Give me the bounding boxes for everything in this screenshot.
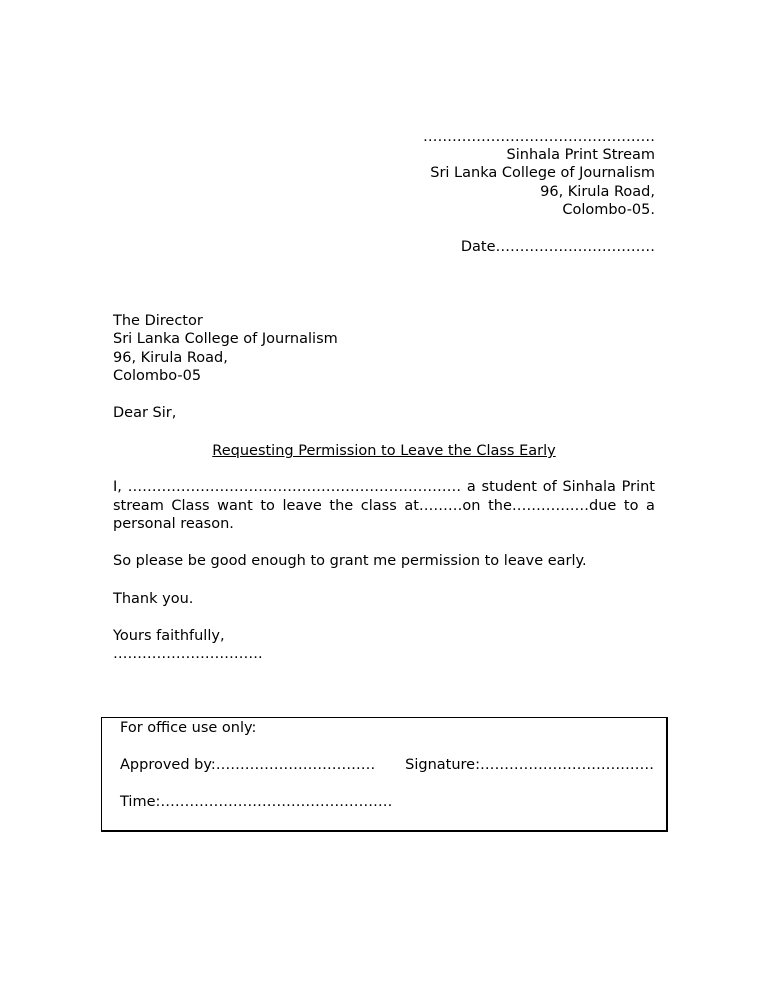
word: a xyxy=(466,479,476,495)
salutation: Dear Sir, xyxy=(113,405,177,421)
office-use-box xyxy=(101,717,668,832)
word: class xyxy=(360,497,397,514)
time-field: Time:………………………………………… xyxy=(120,794,393,810)
subject-line xyxy=(0,442,768,460)
word: Print xyxy=(621,479,655,495)
word: leave xyxy=(282,497,322,514)
recipient-street: 96, Kirula Road, xyxy=(113,350,228,366)
office-signature-field: Signature:……………………………… xyxy=(405,757,654,773)
valediction: Yours faithfully, xyxy=(113,628,225,644)
word: to xyxy=(623,497,639,514)
recipient-college: Sri Lanka College of Journalism xyxy=(113,331,338,347)
sender-stream: Sinhala Print Stream xyxy=(506,147,655,163)
date-line: Date…………………………… xyxy=(460,239,655,255)
word: want xyxy=(217,497,253,514)
thanks-line: Thank you. xyxy=(113,591,194,607)
word: to xyxy=(260,497,275,514)
word: Sinhala xyxy=(562,479,616,495)
sender-street: 96, Kirula Road, xyxy=(540,184,655,200)
word: the………….…due xyxy=(488,497,617,514)
word: the xyxy=(329,497,354,514)
word: I, xyxy=(113,479,122,495)
word: Class xyxy=(171,497,210,514)
sender-college: Sri Lanka College of Journalism xyxy=(430,165,655,181)
sender-city: Colombo-05. xyxy=(562,202,655,218)
signature-line: …………………………. xyxy=(113,646,263,662)
word: …………………………………………………………… xyxy=(127,479,462,495)
word: at………on xyxy=(404,497,481,514)
paragraph-1-line-3: personal reason. xyxy=(113,516,234,532)
paragraph-1-line-2 xyxy=(113,497,655,516)
approved-by-field: Approved by:…………………………… xyxy=(120,757,376,773)
paragraph-1-line-1 xyxy=(113,478,655,497)
word: student xyxy=(481,479,537,495)
body-paragraph-1 xyxy=(113,478,655,534)
recipient-title: The Director xyxy=(113,313,203,329)
word: of xyxy=(542,479,557,495)
recipient-city: Colombo-05 xyxy=(113,368,202,384)
office-use-heading: For office use only: xyxy=(120,720,257,736)
word: stream xyxy=(113,497,164,514)
sender-name-line: ………………………………………… xyxy=(423,129,655,145)
body-paragraph-2: So please be good enough to grant me permission to leave early. xyxy=(113,553,587,569)
subject-text: Requesting Permission to Leave the Class Early xyxy=(212,443,556,459)
word: a xyxy=(646,497,655,514)
